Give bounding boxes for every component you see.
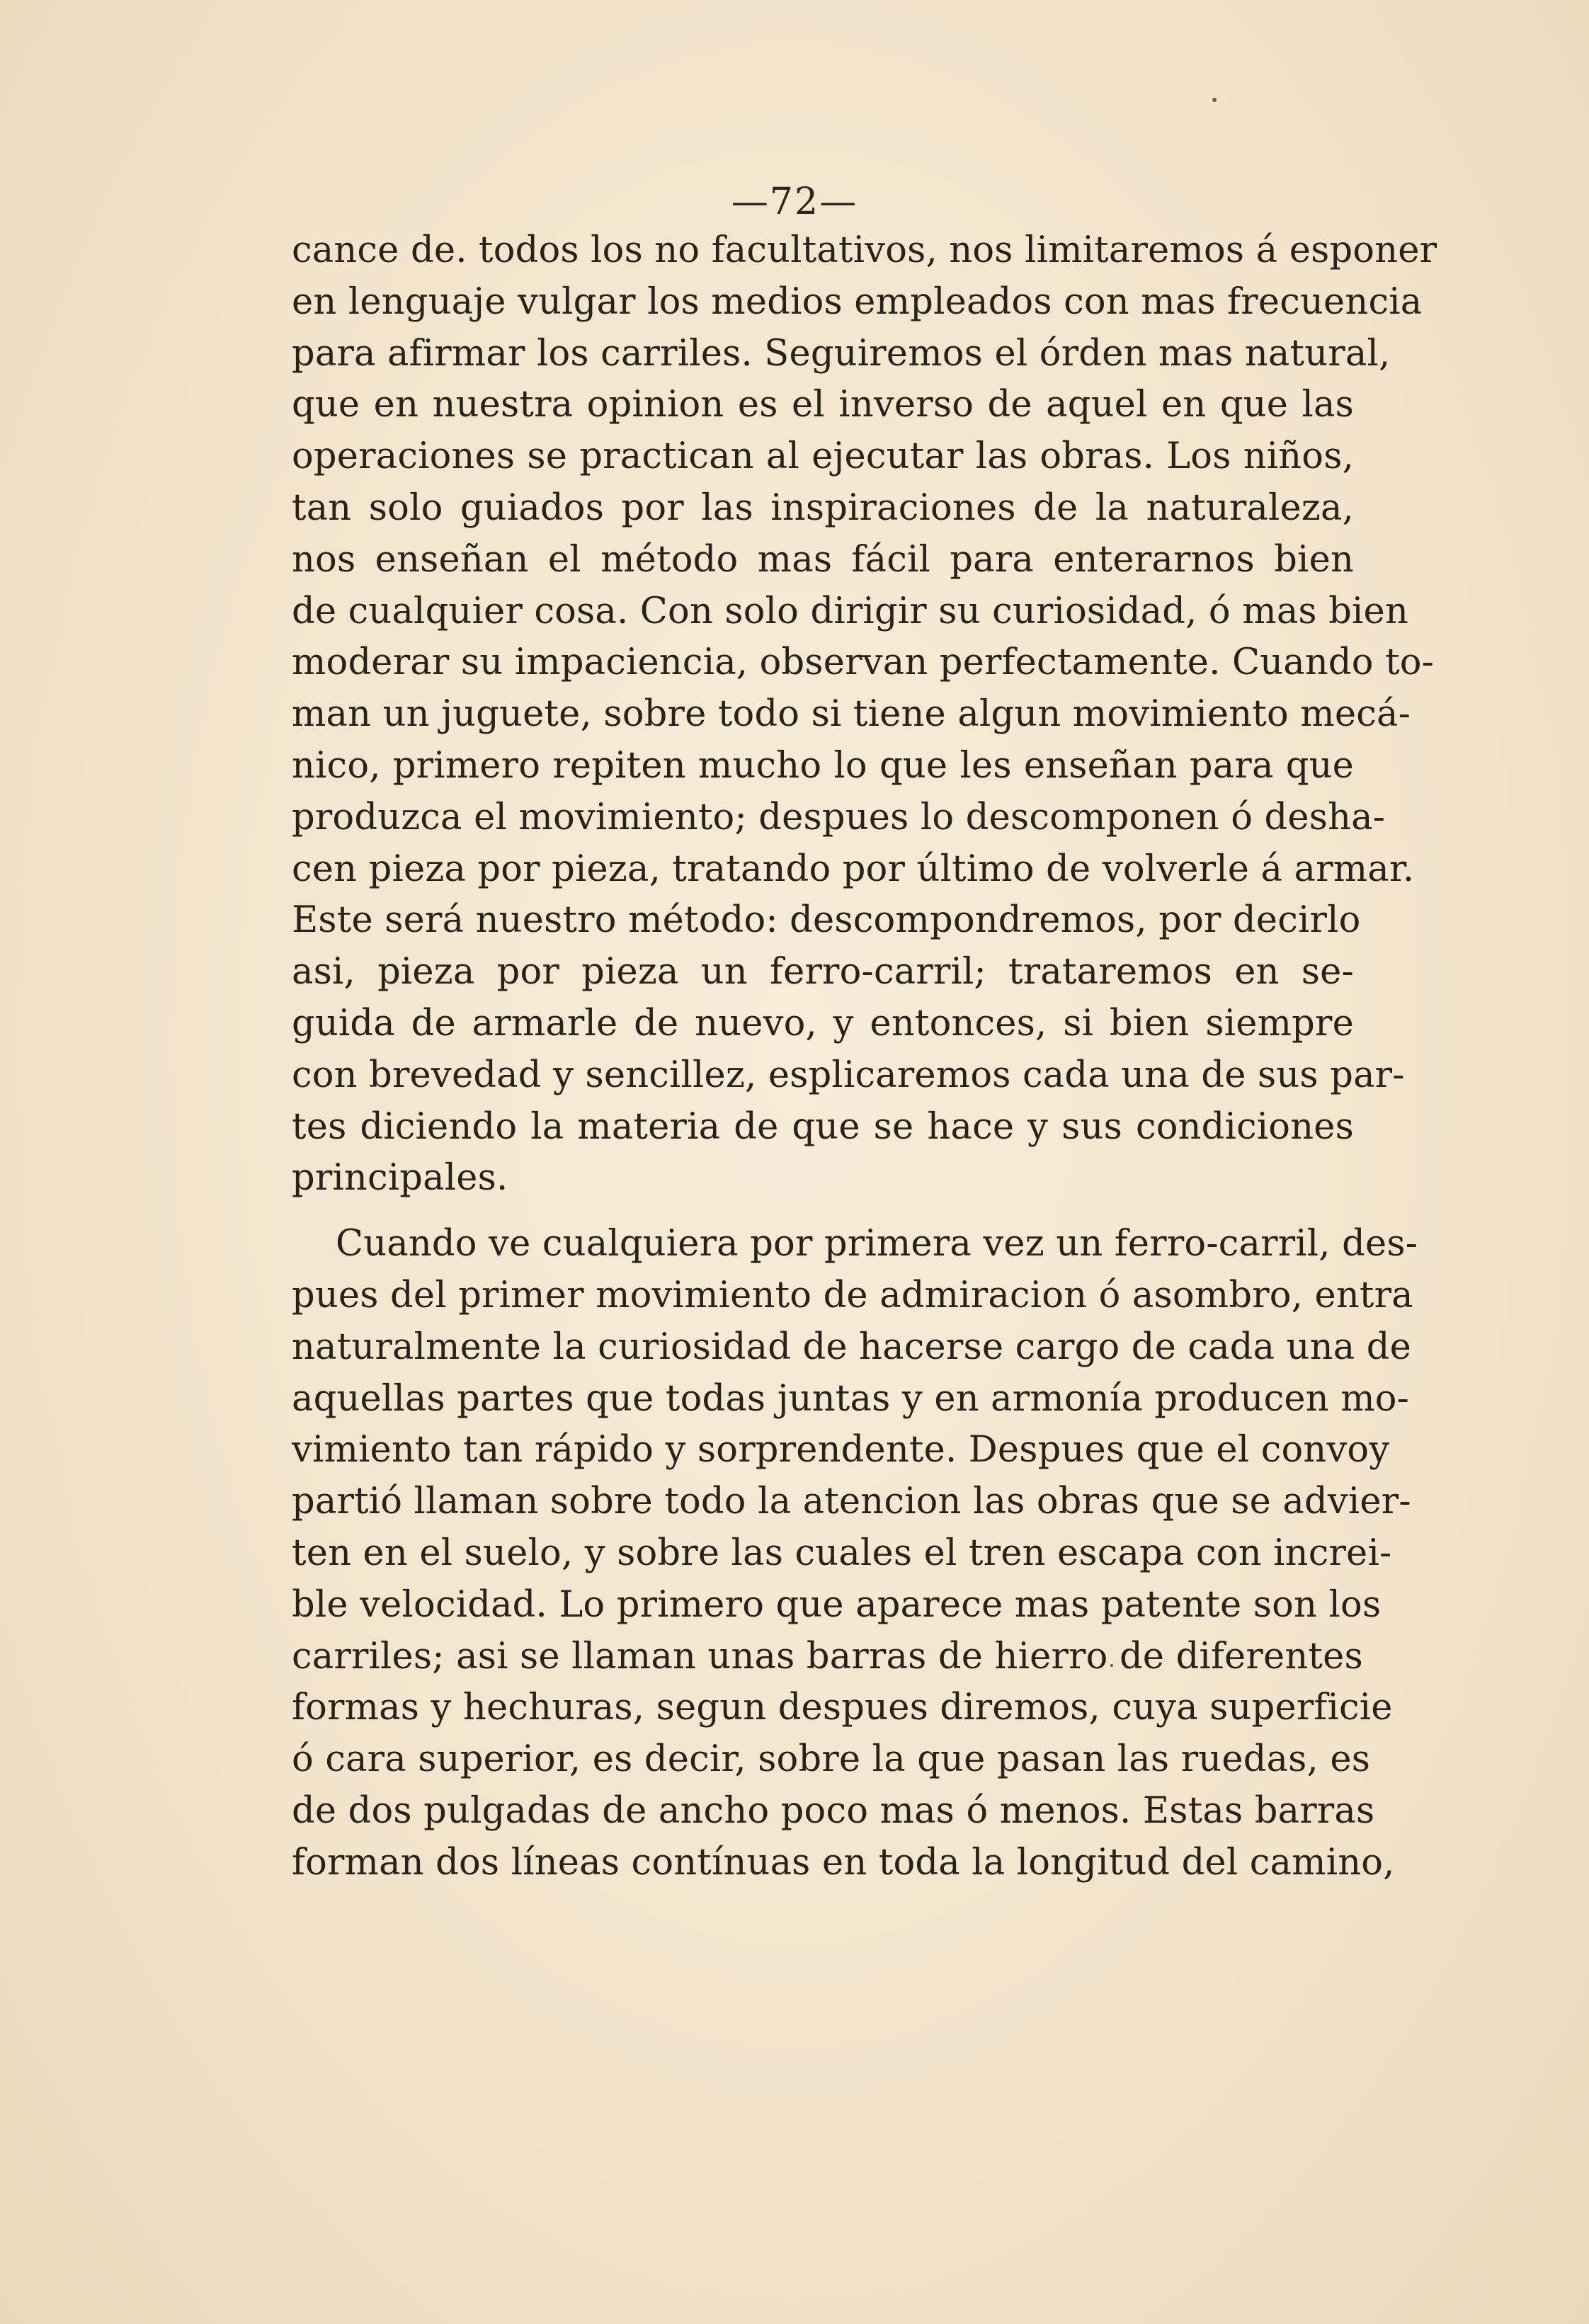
text-line: moderar su impaciencia, observan perfectamente. Cuando to- (292, 642, 1435, 684)
text-line: con brevedad y sencillez, esplicaremos cada una de sus par- (292, 1054, 1405, 1096)
text-line: Este será nuestro método: descompondremos, por decirlo (292, 899, 1361, 942)
paragraph-spacing (292, 1204, 1354, 1219)
text-line: principales. (292, 1157, 508, 1200)
text-line: ten en el suelo, y sobre las cuales el tren escapa con increi- (292, 1532, 1392, 1574)
text-line: vimiento tan rápido y sorprendente. Despues que el convoy (292, 1429, 1390, 1471)
text-line: formas y hechuras, segun despues diremos, cuya superficie (292, 1687, 1393, 1729)
text-line: que en nuestra opinion es el inverso de aquel en que las (292, 384, 1354, 426)
text-line: en lenguaje vulgar los medios empleados con mas frecuencia (292, 280, 1423, 323)
text-line: operaciones se practican al ejecutar las obras. Los niños, (292, 435, 1354, 478)
text-line: forman dos líneas contínuas en toda la longitud del camino, (292, 1841, 1395, 1884)
text-line: pues del primer movimiento de admiracion ó asombro, entra (292, 1274, 1413, 1316)
text-line: aquellas partes que todas juntas y en armonía producen mo- (292, 1377, 1410, 1420)
text-line: nos enseñan el método mas fácil para enterarnos bien (292, 538, 1354, 581)
text-line: ó cara superior, es decir, sobre la que pasan las ruedas, es (292, 1738, 1371, 1781)
text-line: de cualquier cosa. Con solo dirigir su curiosidad, ó mas bien (292, 590, 1408, 632)
paragraph-1 (292, 225, 1437, 1204)
text-line: naturalmente la curiosidad de hacerse cargo de cada una de (292, 1326, 1411, 1368)
text-line: de dos pulgadas de ancho poco mas ó menos. Estas barras (292, 1789, 1375, 1832)
text-line: Cuando ve cualquiera por primera vez un ferro-carril, des- (336, 1223, 1418, 1265)
text-line: nico, primero repiten mucho lo que les enseñan para que (292, 744, 1354, 787)
text-line: tes diciendo la materia de que se hace y sus condiciones (292, 1105, 1354, 1148)
paragraph-2 (292, 1219, 1418, 1889)
text-line: cance de. todos los no facultativos, nos limitaremos á esponer (292, 229, 1437, 271)
text-line: man un juguete, sobre todo si tiene algun movimiento mecá- (292, 693, 1411, 736)
text-line: cen pieza por pieza, tratando por último de volverle á armar. (292, 848, 1415, 890)
text-line: guida de armarle de nuevo, y entonces, si bien siempre (292, 1002, 1354, 1044)
ink-speck (1212, 98, 1217, 102)
text-line: para afirmar los carriles. Seguiremos el órden mas natural, (292, 332, 1391, 375)
text-line: ble velocidad. Lo primero que aparece mas patente son los (292, 1583, 1382, 1626)
body-text (292, 225, 1437, 1889)
text-line: produzca el movimiento; despues lo descomponen ó desha- (292, 796, 1386, 838)
text-line: tan solo guiados por las inspiraciones de la naturaleza, (292, 486, 1354, 529)
page-number: —72— (731, 181, 858, 223)
text-line: partió llaman sobre todo la atencion las obras que se advier- (292, 1481, 1411, 1523)
text-line: carriles; asi se llaman unas barras de hierro de diferentes (292, 1635, 1363, 1678)
text-line: asi, pieza por pieza un ferro-carril; trataremos en se- (292, 951, 1354, 993)
